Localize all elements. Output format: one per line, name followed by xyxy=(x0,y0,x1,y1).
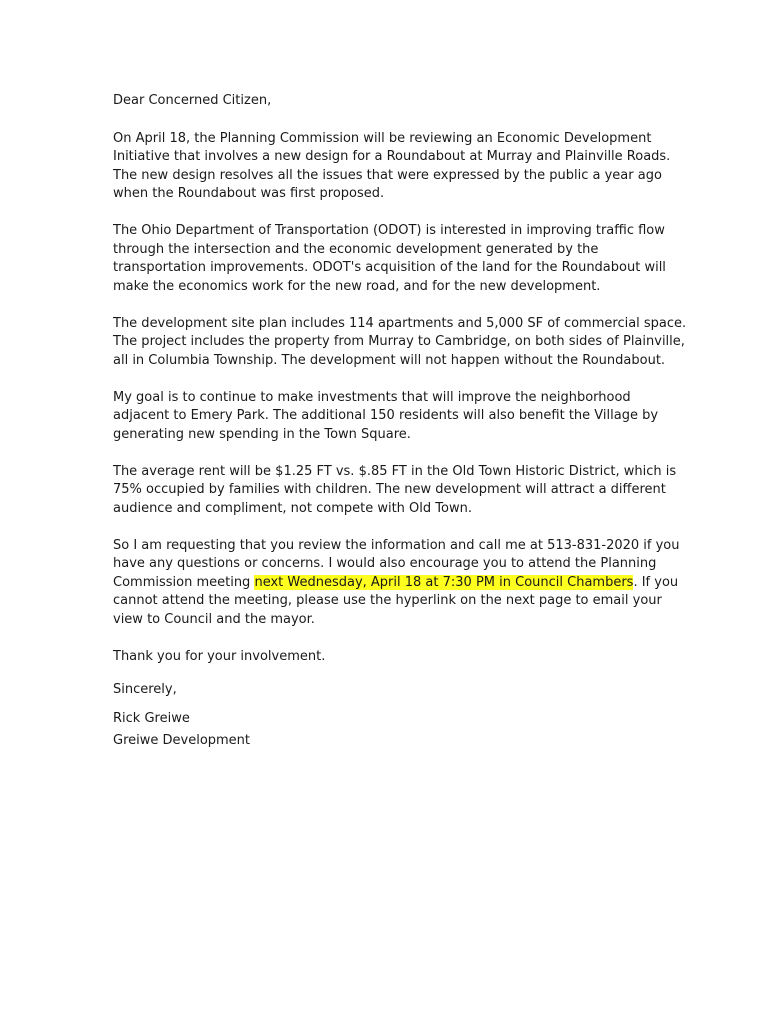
paragraph-line: The average rent will be $1.25 FT vs. $.85 FT in the Old Town Historic District, which is xyxy=(113,463,677,479)
paragraph-line: when the Roundabout was first proposed. xyxy=(113,186,385,201)
request-line-3-end: . If you xyxy=(633,574,679,590)
body-paragraph xyxy=(113,389,673,445)
signer-company: Greiwe Development xyxy=(113,732,251,748)
request-line-3 xyxy=(113,574,679,593)
request-line-3-start: Commission meeting xyxy=(113,574,255,590)
paragraph-line: The project includes the property from Murray to Cambridge, on both sides of Plainville, xyxy=(113,334,685,349)
paragraph-line: On April 18, the Planning Commission will be reviewing an Economic Development xyxy=(113,130,652,146)
closing-line: Thank you for your involvement. xyxy=(113,648,326,664)
signoff: Sincerely, xyxy=(113,682,177,697)
letter xyxy=(113,92,687,750)
request-line-2: have any questions or concerns. I would also encourage you to attend the Planning xyxy=(113,556,657,571)
request-line-4: cannot attend the meeting, please use the hyperlink on the next page to email your xyxy=(113,593,662,608)
paragraph-line: The Ohio Department of Transportation (ODOT) is interested in improving traffic flow xyxy=(113,223,665,238)
request-line-5: view to Council and the mayor. xyxy=(113,611,315,627)
paragraph-line: transportation improvements. ODOT's acquisition of the land for the Roundabout will xyxy=(113,260,666,275)
paragraph-line: make the economics work for the new road, and for the new development. xyxy=(113,278,601,294)
paragraph-line: all in Columbia Township. The development will not happen without the Roundabout. xyxy=(113,352,666,368)
request-line-1: So I am requesting that you review the information and call me at 513-831-2020 if you xyxy=(113,537,680,553)
salutation: Dear Concerned Citizen, xyxy=(113,93,272,108)
signer-name: Rick Greiwe xyxy=(113,710,190,726)
paragraph-line: adjacent to Emery Park. The additional 150 residents will also benefit the Village by xyxy=(113,408,659,423)
paragraph-line: audience and compliment, not compete with Old Town. xyxy=(113,500,472,516)
body-paragraph xyxy=(113,222,673,296)
paragraph-line: 75% occupied by families with children. The new development will attract a different xyxy=(113,482,666,497)
body-paragraph xyxy=(113,130,673,204)
letter-body xyxy=(113,130,687,519)
body-paragraph xyxy=(113,315,687,371)
paragraph-line: The new design resolves all the issues that were expressed by the public a year ago xyxy=(113,167,662,183)
body-paragraph xyxy=(113,463,677,519)
paragraph-line: Initiative that involves a new design for a Roundabout at Murray and Plainville Roads. xyxy=(113,149,671,164)
paragraph-line: The development site plan includes 114 apartments and 5,000 SF of commercial space. xyxy=(113,315,687,331)
paragraph-line: My goal is to continue to make investments that will improve the neighborhood xyxy=(113,389,631,405)
paragraph-line: generating new spending in the Town Square. xyxy=(113,426,411,442)
paragraph-line: through the intersection and the economic development generated by the xyxy=(113,241,599,257)
meeting-highlight: next Wednesday, April 18 at 7:30 PM in Council Chambers xyxy=(254,574,634,590)
request-paragraph xyxy=(113,537,680,630)
